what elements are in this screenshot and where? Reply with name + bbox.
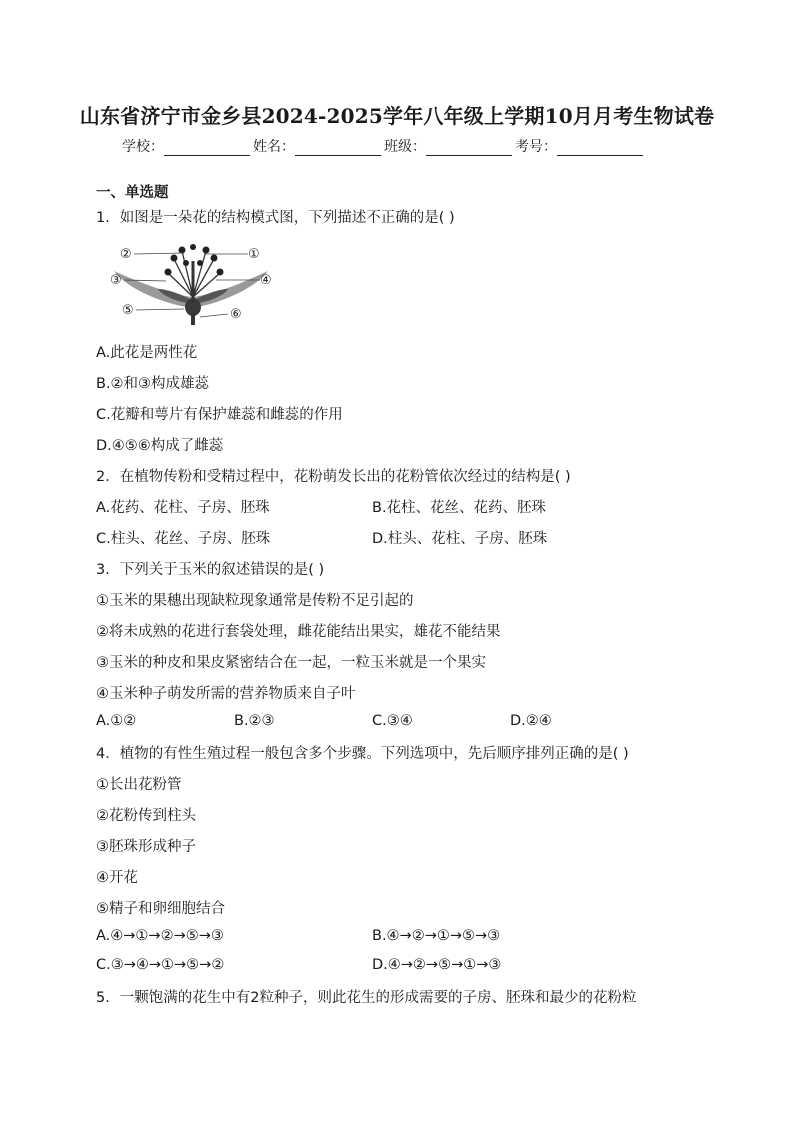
student-info-row <box>122 136 646 156</box>
question-2-stem: 2．在植物传粉和受精过程中，花粉萌发长出的花粉管依次经过的结构是( ) <box>96 469 571 485</box>
q1-option-c[interactable]: C.花瓣和萼片有保护雄蕊和雌蕊的作用 <box>96 407 343 423</box>
q3-statement-1: ①玉米的果穗出现缺粒现象通常是传粉不足引起的 <box>96 593 414 609</box>
q3-option-b[interactable]: B.②③ <box>234 713 275 729</box>
exam-number-blank[interactable] <box>557 141 643 156</box>
school-label: 学校： <box>122 139 164 155</box>
figure-label-3: ③ <box>110 273 122 288</box>
q1-option-d[interactable]: D.④⑤⑥构成了雌蕊 <box>96 438 224 454</box>
exam-number-label: 考号： <box>515 139 557 155</box>
q1-option-b[interactable]: B.②和③构成雄蕊 <box>96 376 210 392</box>
q4-statement-5: ⑤精子和卵细胞结合 <box>96 901 225 917</box>
q3-option-d[interactable]: D.②④ <box>510 713 552 729</box>
class-label: 班级： <box>384 139 426 155</box>
figure-label-4: ④ <box>260 273 272 288</box>
q2-option-b[interactable]: B.花柱、花丝、花药、胚珠 <box>372 500 547 516</box>
q3-statement-4: ④玉米种子萌发所需的营养物质来自子叶 <box>96 686 356 702</box>
figure-label-1: ① <box>248 247 260 262</box>
figure-label-5: ⑤ <box>122 303 134 318</box>
q4-option-c[interactable]: C.③→④→①→⑤→② <box>96 957 225 973</box>
q2-option-a[interactable]: A.花药、花柱、子房、胚珠 <box>96 500 270 516</box>
figure-label-6: ⑥ <box>230 307 242 322</box>
q4-option-b[interactable]: B.④→②→①→⑤→③ <box>372 928 501 944</box>
school-blank[interactable] <box>164 141 250 156</box>
question-5-stem: 5．一颗饱满的花生中有2粒种子，则此花生的形成需要的子房、胚珠和最少的花粉粒 <box>96 990 637 1006</box>
question-1-stem: 1．如图是一朵花的结构模式图，下列描述不正确的是( ) <box>96 210 455 226</box>
exam-title: 山东省济宁市金乡县2024-2025学年八年级上学期10月月考生物试卷 <box>79 104 715 128</box>
figure-label-2: ② <box>120 247 132 262</box>
q4-statement-4: ④开花 <box>96 870 138 886</box>
q2-option-d[interactable]: D.柱头、花柱、子房、胚珠 <box>372 531 548 547</box>
q4-option-a[interactable]: A.④→①→②→⑤→③ <box>96 928 224 944</box>
name-blank[interactable] <box>295 141 381 156</box>
question-3-stem: 3．下列关于玉米的叙述错误的是( ) <box>96 562 325 578</box>
question-4-stem: 4．植物的有性生殖过程一般包含多个步骤。下列选项中，先后顺序排列正确的是( ) <box>96 746 629 762</box>
flower-structure-diagram <box>96 237 276 329</box>
q4-option-d[interactable]: D.④→②→⑤→①→③ <box>372 957 502 973</box>
q3-option-a[interactable]: A.①② <box>96 713 137 729</box>
q3-statement-3: ③玉米的种皮和果皮紧密结合在一起，一粒玉米就是一个果实 <box>96 655 486 671</box>
q4-statement-1: ①长出花粉管 <box>96 777 182 793</box>
q4-statement-3: ③胚珠形成种子 <box>96 839 196 855</box>
q2-option-c[interactable]: C.柱头、花丝、子房、胚珠 <box>96 531 271 547</box>
name-label: 姓名： <box>253 139 295 155</box>
q3-statement-2: ②将未成熟的花进行套袋处理，雌花能结出果实，雄花不能结果 <box>96 624 501 640</box>
q1-option-a[interactable]: A.此花是两性花 <box>96 345 198 361</box>
q3-option-c[interactable]: C.③④ <box>372 713 413 729</box>
class-blank[interactable] <box>426 141 512 156</box>
q4-statement-2: ②花粉传到柱头 <box>96 808 196 824</box>
section-title: 一、单选题 <box>96 185 169 201</box>
